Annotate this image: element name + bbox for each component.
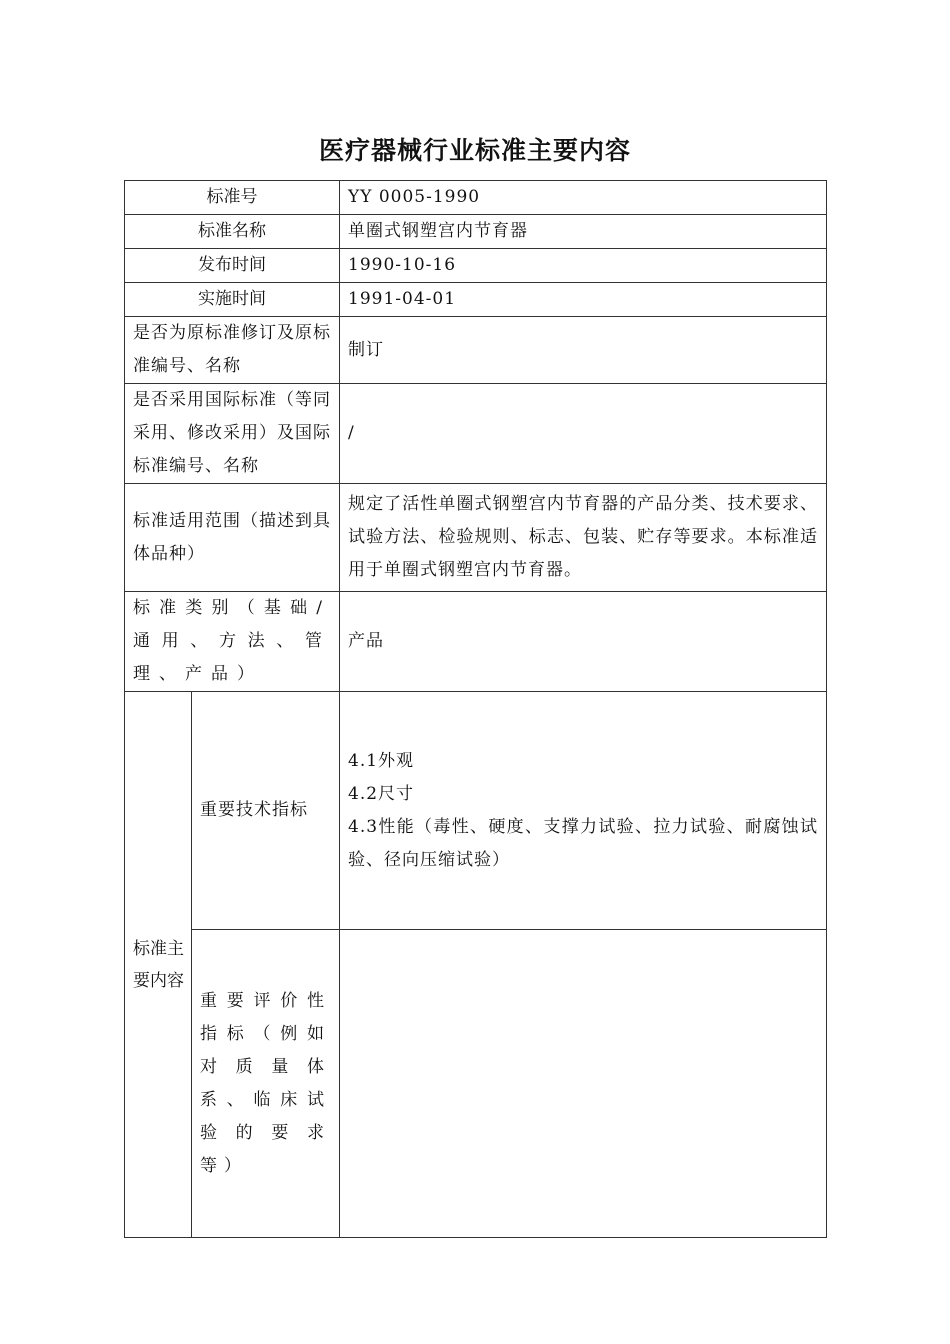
row-eval-indicators [125,930,827,1238]
document-title: 医疗器械行业标准主要内容 [318,136,631,165]
standard-info-table [124,180,827,1238]
standard-number-label: 标准号 [125,181,340,215]
tech-indicators-label: 重要技术指标 [192,692,340,930]
row-international [125,384,827,484]
eval-indicators-label: 重要评价性指标（例如对质量体系、临床试验的要求等） [192,930,340,1238]
publish-date-value: 1990-10-16 [340,249,827,283]
implement-date-value: 1991-04-01 [340,283,827,317]
category-value: 产品 [340,592,827,692]
main-content-label-text: 标准主要内容 [133,938,184,991]
eval-indicators-value [340,930,827,1238]
standard-number-value: YY 0005-1990 [340,181,827,215]
row-category [125,592,827,692]
publish-date-label: 发布时间 [125,249,340,283]
category-label: 标准类别（基础/通用、方法、管理、产品） [125,592,340,692]
row-standard-number [125,181,827,215]
row-publish-date [125,249,827,283]
revision-value: 制订 [340,317,827,384]
standard-name-value: 单圈式钢塑宫内节育器 [340,215,827,249]
row-tech-indicators [125,692,827,930]
revision-label: 是否为原标准修订及原标准编号、名称 [125,317,340,384]
implement-date-label: 实施时间 [125,283,340,317]
tech-item: 4.3性能（毒性、硬度、支撑力试验、拉力试验、耐腐蚀试验、径向压缩试验） [348,816,818,870]
row-scope [125,484,827,592]
row-standard-name [125,215,827,249]
tech-item: 4.2尺寸 [348,783,415,804]
tech-indicators-value [340,692,827,930]
standard-name-label: 标准名称 [125,215,340,249]
row-implement-date [125,283,827,317]
international-value: / [340,384,827,484]
main-content-label [125,692,192,1238]
scope-label: 标准适用范围（描述到具体品种） [125,484,340,592]
scope-value: 规定了活性单圈式钢塑宫内节育器的产品分类、技术要求、试验方法、检验规则、标志、包装、贮存等要求。本标准适用于单圈式钢塑宫内节育器。 [340,484,827,592]
international-label: 是否采用国际标准（等同采用、修改采用）及国际标准编号、名称 [125,384,340,484]
row-revision [125,317,827,384]
tech-item: 4.1外观 [348,750,415,771]
